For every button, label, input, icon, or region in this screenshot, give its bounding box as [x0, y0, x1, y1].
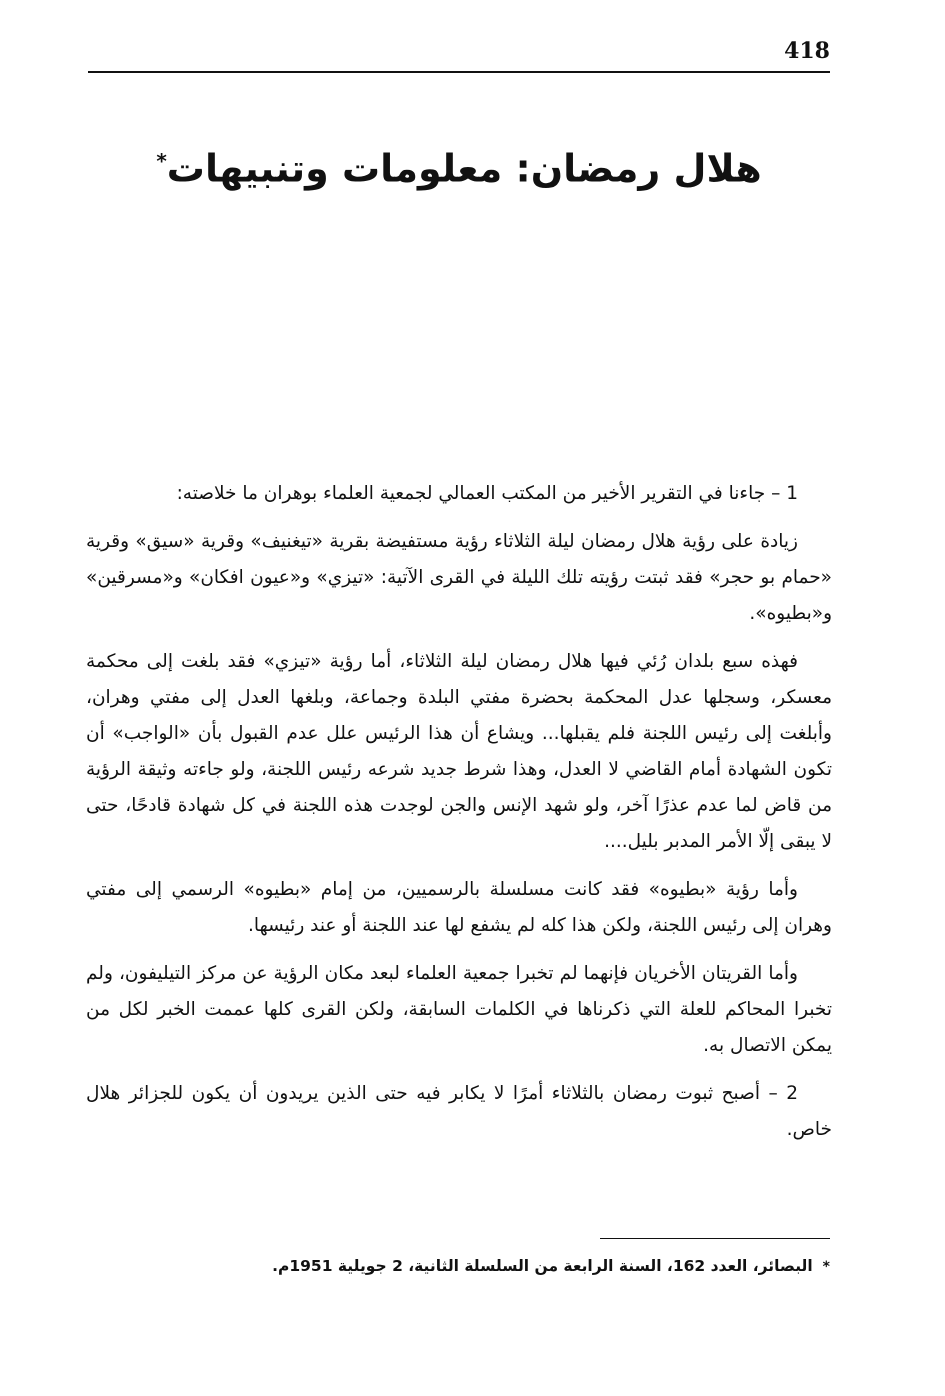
paragraph-1: 1 – جاءنا في التقرير الأخير من المكتب العمالي لجمعية العلماء بوهران ما خلاصته: [176, 483, 798, 504]
footnote-rule [600, 1238, 830, 1239]
paragraph-5: وأما القريتان الأخريان فإنهما لم تخبرا جمعية العلماء لبعد مكان الرؤية عن مركز التيليفون، ولم تخبرا المحاكم للعلة التي ذكرناها في الكلمات السابقة، ولكن القرى كلها عممت الخبر لكل من يمكن الاتصال به. [86, 963, 832, 1056]
page-number: 418 [784, 38, 830, 64]
paragraph-4: وأما رؤية «بطيوه» فقد كانت مسلسلة بالرسميين، من إمام «بطيوه» الرسمي إلى مفتي وهران إلى رئيس اللجنة، ولكن هذا كله لم يشفع لها عند اللجنة أو عند رئيسها. [86, 879, 832, 936]
paragraph-2: زيادة على رؤية هلال رمضان ليلة الثلاثاء رؤية مستفيضة بقرية «تيغنيف» وقرية «سيق» وقرية «حمام بو حجر» فقد ثبتت رؤيته تلك الليلة في القرى الآتية: «تيزي» و«عيون افكان» و«مسرقين» و«بطيوه». [86, 531, 832, 624]
article-body [86, 476, 832, 1160]
footnote-marker: * [822, 1259, 830, 1275]
article-title-text: هلال رمضان: معلومات وتنبيهات [166, 147, 762, 192]
article-title [88, 133, 830, 197]
footnote [200, 1252, 830, 1281]
paragraph-6: 2 – أصبح ثبوت رمضان بالثلاثاء أمرًا لا يكابر فيه حتى الذين يريدون أن يكون للجزائر هلال خاص. [86, 1083, 832, 1140]
paragraph-3: فهذه سبع بلدان رُئي فيها هلال رمضان ليلة الثلاثاء، أما رؤية «تيزي» فقد بلغت إلى محكمة معسكر، وسجلها عدل المحكمة بحضرة مفتي البلدة وجماعة، وبلغها العدل إلى مفتي وهران، وأبلغت إلى رئيس اللجنة فلم يقبلها... ويشاع أن هذا الرئيس علل عدم القبول بأن «الواجب» أن تكون الشهادة أمام القاضي لا العدل، وهذا شرط جديد شرعه رئيس اللجنة، ولو جاءته وثيقة الرؤية من قاض لما عدم عذرًا آخر، ولو شهد الإنس والجن لوجدت هذه اللجنة في كل شهادة قادحًا، حتى لا يبقى إلّا الأمر المدبر بليل.... [86, 651, 832, 852]
header-rule [88, 71, 830, 73]
footnote-text: البصائر، العدد 162، السنة الرابعة من السلسلة الثانية، 2 جويلية 1951م. [272, 1257, 813, 1275]
title-footnote-marker: * [156, 149, 167, 174]
